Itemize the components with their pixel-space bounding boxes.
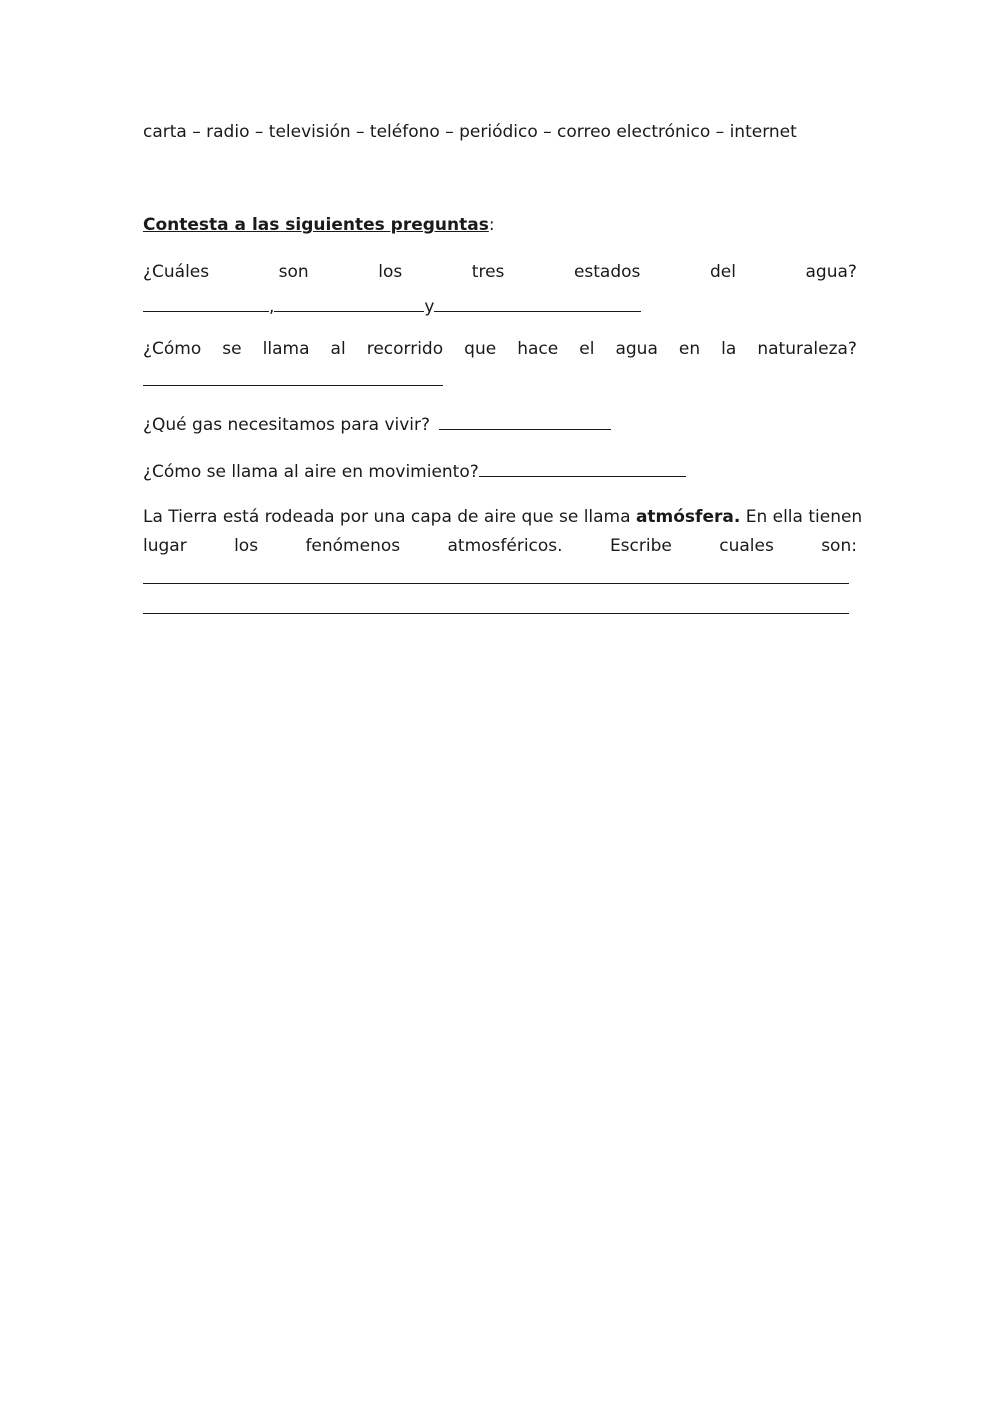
- q5-word: Escribe: [609, 536, 672, 556]
- q5-word: cuales: [719, 536, 774, 556]
- q1-word: ¿Cuáles: [143, 262, 210, 282]
- instructions-colon: :: [488, 215, 495, 235]
- q5-word: los: [234, 536, 259, 556]
- q2-word: la: [721, 339, 737, 359]
- q1-word: tres: [471, 262, 505, 282]
- q5-bold-term: atmósfera.: [635, 507, 741, 527]
- word-bank: carta – radio – televisión – teléfono – periódico – correo electrónico – internet: [143, 122, 797, 142]
- question-4: [143, 459, 686, 483]
- q2-word: recorrido: [366, 339, 444, 359]
- q2-word: ¿Cómo: [143, 339, 202, 359]
- question-5-answer-2: [143, 596, 849, 618]
- q4-text: ¿Cómo se llama al aire en movimiento?: [143, 462, 479, 482]
- q1-word: del: [709, 262, 736, 282]
- answer-blank-state-2[interactable]: [274, 294, 424, 312]
- q2-word: que: [464, 339, 497, 359]
- instructions-heading: [143, 214, 495, 236]
- q5-word: lugar: [143, 536, 187, 556]
- q1-word: son: [278, 262, 309, 282]
- q2-word: al: [330, 339, 346, 359]
- q5-text-after: En ella tienen: [745, 507, 863, 527]
- q5-word: atmosféricos.: [447, 536, 563, 556]
- question-1: [143, 261, 857, 283]
- q1-conjunction: y: [424, 297, 435, 317]
- question-3: [143, 412, 611, 436]
- answer-blank-phenomena-2[interactable]: [143, 596, 849, 614]
- q1-word: los: [378, 262, 403, 282]
- answer-blank-state-3[interactable]: [434, 294, 641, 312]
- q1-comma: ,: [269, 297, 275, 317]
- q2-word: hace: [517, 339, 559, 359]
- question-1-answers: [143, 294, 641, 316]
- q2-word: agua: [615, 339, 658, 359]
- question-5-answer-1: [143, 566, 849, 588]
- answer-blank-wind[interactable]: [479, 459, 686, 477]
- question-2: [143, 338, 857, 360]
- q2-word: en: [678, 339, 701, 359]
- q3-text: ¿Qué gas necesitamos para vivir?: [143, 415, 431, 435]
- q2-word: se: [222, 339, 242, 359]
- answer-blank-phenomena-1[interactable]: [143, 566, 849, 584]
- q2-word: naturaleza?: [757, 339, 857, 359]
- q5-text-before: La Tierra está rodeada por una capa de aire que se llama: [143, 507, 631, 527]
- question-5-line-1: [143, 506, 863, 528]
- q5-word: son:: [821, 536, 857, 556]
- answer-blank-water-cycle[interactable]: [143, 368, 443, 386]
- q1-word: estados: [573, 262, 641, 282]
- instructions-heading-text: Contesta a las siguientes preguntas: [143, 215, 489, 235]
- q2-word: llama: [262, 339, 310, 359]
- q5-word: fenómenos: [305, 536, 401, 556]
- answer-blank-state-1[interactable]: [143, 294, 269, 312]
- q1-word: agua?: [805, 262, 857, 282]
- worksheet-page: [143, 0, 863, 1413]
- q2-word: el: [579, 339, 595, 359]
- question-5-line-2: [143, 535, 857, 557]
- question-2-answers: [143, 368, 443, 390]
- answer-blank-gas[interactable]: [439, 412, 611, 430]
